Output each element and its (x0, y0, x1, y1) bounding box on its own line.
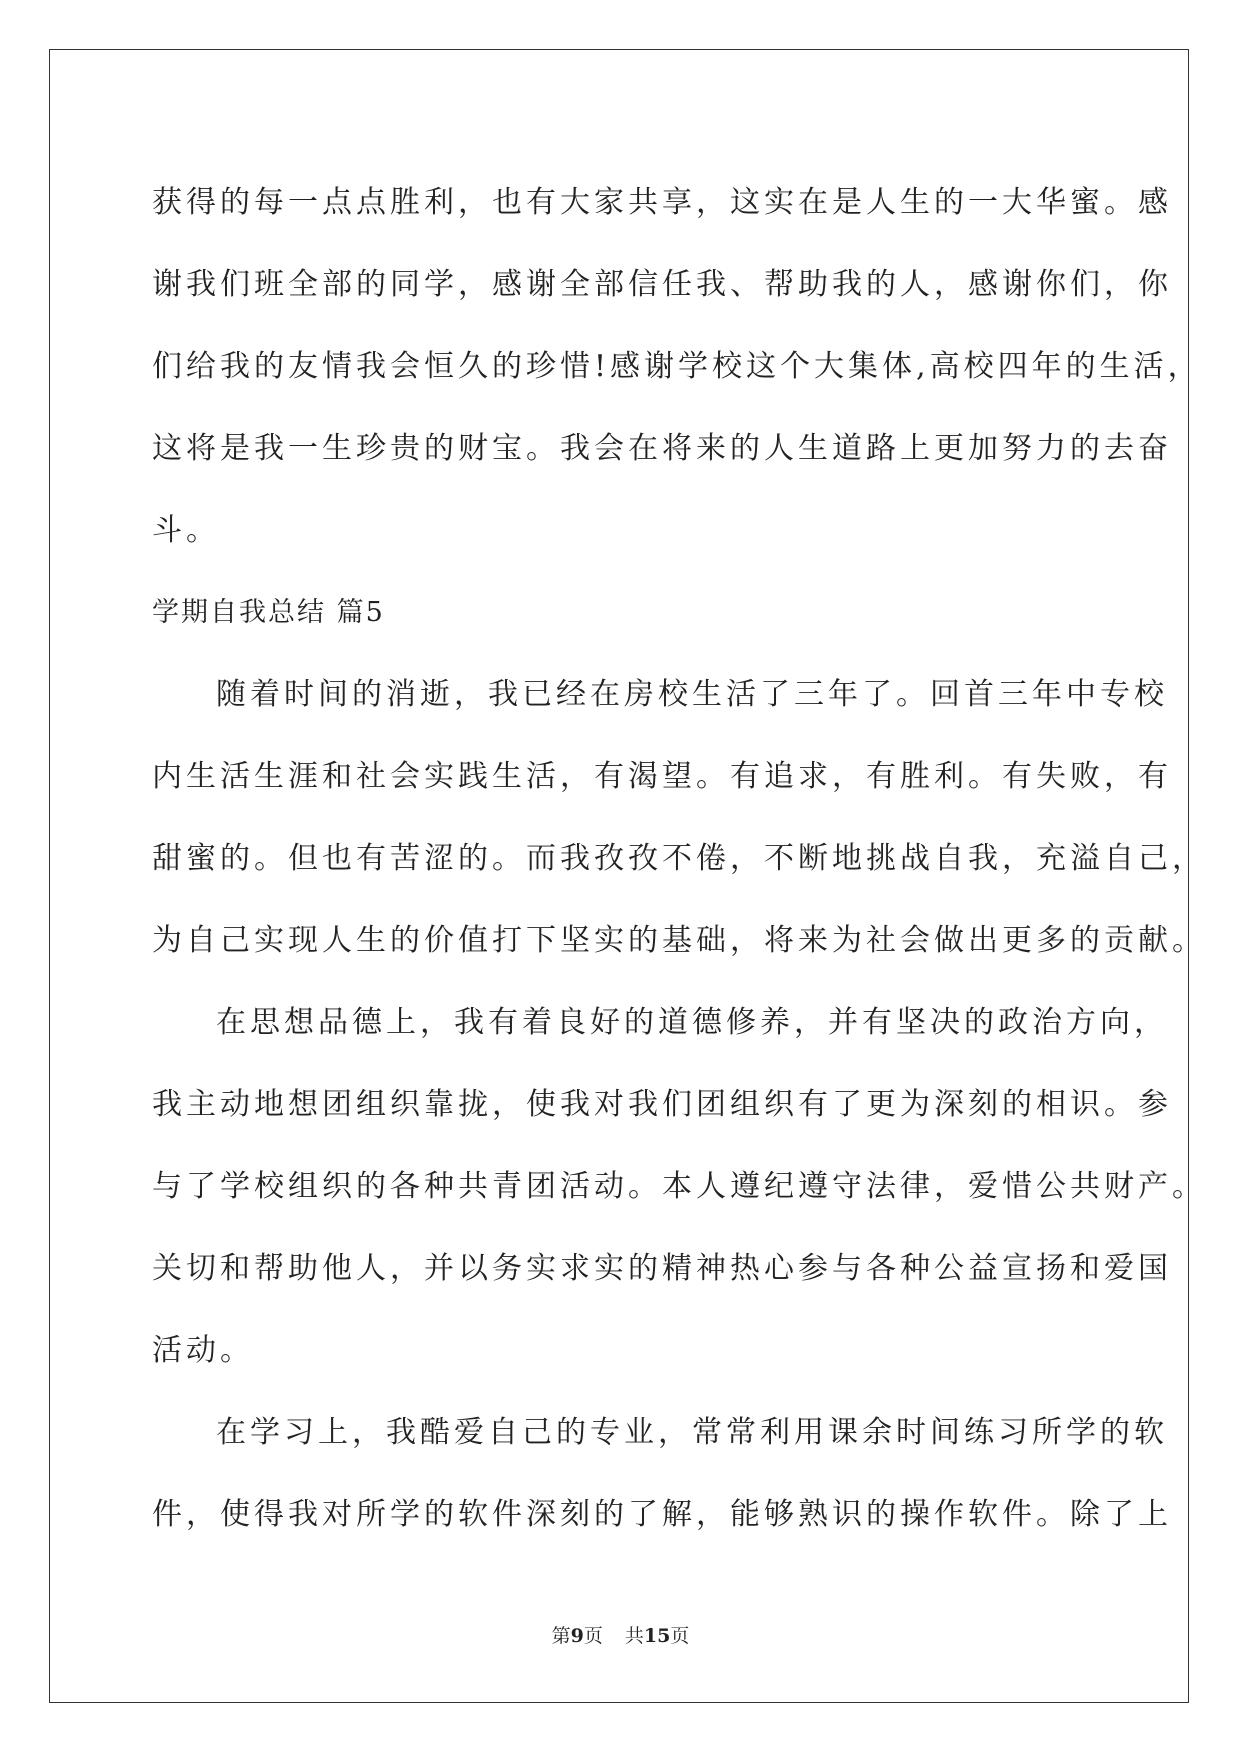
body-line: 甜蜜的。但也有苦涩的。而我孜孜不倦，不断地挑战自我，充溢自己， (152, 841, 1206, 876)
total-pages: 15 (643, 1625, 671, 1647)
body-line: 与了学校组织的各种共青团活动。本人遵纪遵守法律，爱惜公共财产。 (152, 1169, 1206, 1204)
body-line: 内生活生涯和社会实践生活，有渴望。有追求，有胜利。有失败，有 (152, 759, 1172, 794)
body-line: 关切和帮助他人，并以务实求实的精神热心参与各种公益宣扬和爱国 (152, 1251, 1172, 1286)
body-line: 随着时间的消逝，我已经在房校生活了三年了。回首三年中专校 (216, 677, 1168, 712)
body-line: 这将是我一生珍贵的财宝。我会在将来的人生道路上更加努力的去奋 (152, 431, 1172, 466)
body-line: 在思想品德上，我有着良好的道德修养，并有坚决的政治方向， (216, 1005, 1168, 1040)
body-line: 们给我的友情我会恒久的珍惜!感谢学校这个大集体,高校四年的生活， (152, 349, 1202, 384)
section-heading: 学期自我总结 篇5 (152, 597, 385, 628)
body-line: 我主动地想团组织靠拢，使我对我们团组织有了更为深刻的相识。参 (152, 1087, 1172, 1122)
body-line: 为自己实现人生的价值打下坚实的基础，将来为社会做出更多的贡献。 (152, 923, 1206, 958)
body-line: 斗。 (152, 513, 220, 548)
body-line: 在学习上，我酷爱自己的专业，常常利用课余时间练习所学的软 (216, 1415, 1168, 1450)
footer-total-suffix: 页 (670, 1625, 690, 1647)
body-line: 件，使得我对所学的软件深刻的了解，能够熟识的操作软件。除了上 (152, 1497, 1172, 1532)
body-line: 获得的每一点点胜利，也有大家共享，这实在是人生的一大华蜜。感 (152, 185, 1172, 220)
document-body (152, 162, 1206, 1556)
footer-prefix: 第 (551, 1625, 571, 1647)
body-line: 活动。 (152, 1333, 254, 1368)
footer-total-prefix: 共 (624, 1625, 644, 1647)
footer-page-suffix: 页 (583, 1625, 603, 1647)
page-number: 9 (570, 1625, 584, 1647)
page-footer (0, 1621, 1241, 1648)
body-line: 谢我们班全部的同学，感谢全部信任我、帮助我的人，感谢你们，你 (152, 267, 1172, 302)
